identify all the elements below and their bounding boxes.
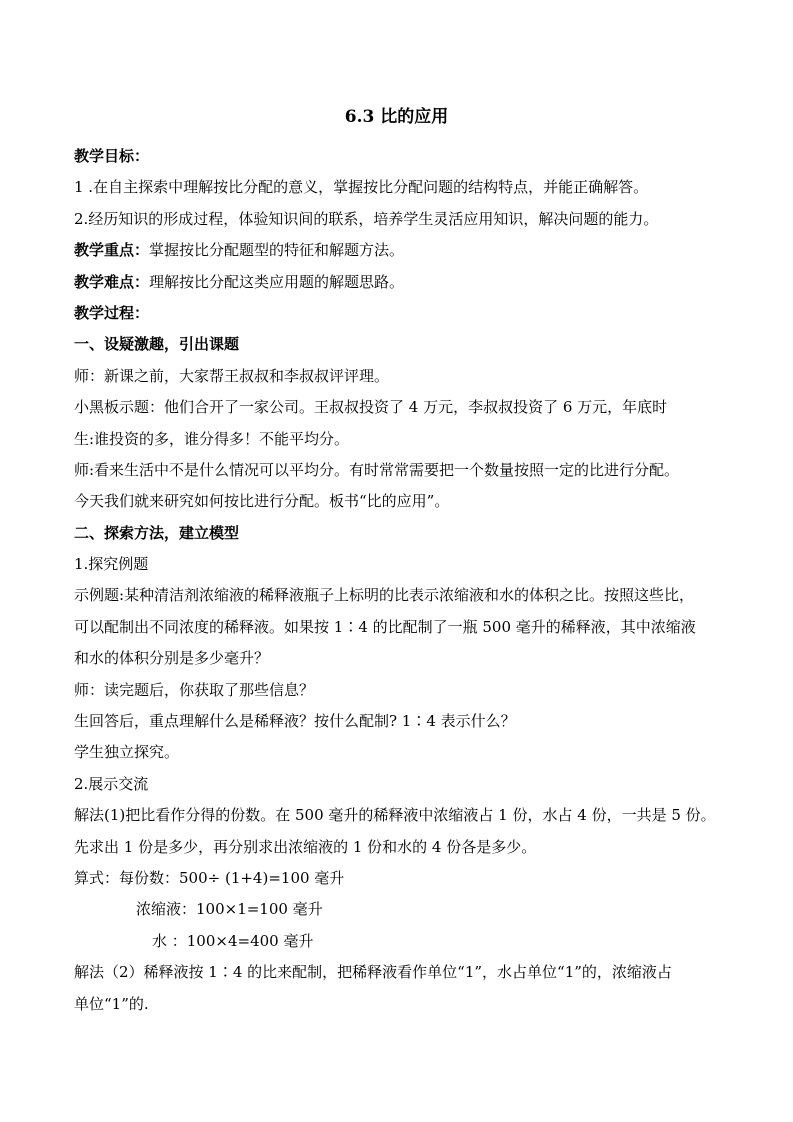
section-2-heading: 二、探索方法，建立模型 xyxy=(74,523,240,542)
subheading-show-exchange: 2.展示交流 xyxy=(74,774,149,793)
example-problem-line-3: 和水的体积分别是多少毫升？ xyxy=(74,649,270,668)
focus-line xyxy=(74,235,754,266)
solution-2-line-2: 单位“1”的. xyxy=(74,994,149,1013)
paragraph-independent-exploration: 学生独立探究。 xyxy=(74,743,180,762)
solution-1-line-1: 解法(1)把比看作分得的份数。在 500 毫升的稀释液中浓缩液占 1 份，水占 4 份，一共是 5 份。 xyxy=(74,806,716,825)
focus-label: 教学重点： xyxy=(74,241,150,260)
focus-text: 掌握按比分配题型的特征和解题方法。 xyxy=(149,241,405,260)
goals-heading: 教学目标： xyxy=(74,147,150,165)
solution-2-line-1: 解法（2）稀释液按 1∶4 的比来配制，把稀释液看作单位“1”，水占单位“1”的，浓缩液占 xyxy=(74,963,672,982)
difficulty-label: 教学难点： xyxy=(74,272,150,291)
paragraph-teacher-intro: 师：新课之前，大家帮王叔叔和李叔叔评评理。 xyxy=(74,366,390,385)
calculation-per-share: 算式：每份数：500÷ (1+4)=100 毫升 xyxy=(74,868,345,887)
difficulty-line xyxy=(74,267,754,298)
paragraph-student-answer: 生:谁投资的多，谁分得多！不能平均分。 xyxy=(74,429,350,448)
document-title: 6.3 比的应用 xyxy=(344,107,449,127)
goal-item-1: 1 .在自主探索中理解按比分配的意义，掌握按比分配问题的结构特点，并能正确解答。 xyxy=(74,178,649,197)
calculation-concentrate: 浓缩液：100×1=100 毫升 xyxy=(136,900,323,919)
example-problem-line-1: 示例题:某种清洁剂浓缩液的稀释液瓶子上标明的比表示浓缩液和水的体积之比。按照这些比， xyxy=(74,586,695,605)
difficulty-text: 理解按比分配这类应用题的解题思路。 xyxy=(149,272,405,291)
paragraph-blackboard-problem: 小黑板示题：他们合开了一家公司。王叔叔投资了 4 万元，李叔叔投资了 6 万元，年底时 xyxy=(74,398,668,417)
section-1-heading: 一、设疑激趣，引出课题 xyxy=(74,335,240,354)
goal-item-2: 2.经历知识的形成过程，体验知识间的联系，培养学生灵活应用知识，解决问题的能力。 xyxy=(74,209,659,228)
paragraph-teacher-summary-1: 师:看来生活中不是什么情况可以平均分。有时常常需要把一个数量按照一定的比进行分配。 xyxy=(74,460,680,479)
solution-1-line-2: 先求出 1 份是多少，再分别求出浓缩液的 1 份和水的 4 份各是多少。 xyxy=(74,837,537,856)
subheading-explore-example: 1.探究例题 xyxy=(74,555,149,574)
paragraph-teacher-question: 师：读完题后，你获取了那些信息？ xyxy=(74,680,315,699)
paragraph-student-reply: 生回答后，重点理解什么是稀释液？按什么配制? 1∶4 表示什么？ xyxy=(74,712,516,731)
document-body xyxy=(74,141,754,1020)
paragraph-teacher-summary-2: 今天我们就来研究如何按比进行分配。板书“比的应用”。 xyxy=(74,492,450,511)
calculation-water: 水 ：100×4=400 毫升 xyxy=(152,931,314,950)
process-heading: 教学过程： xyxy=(74,303,150,322)
example-problem-line-2: 可以配制出不同浓度的稀释液。如果按 1∶4 的比配制了一瓶 500 毫升的稀释液，其中浓缩液 xyxy=(74,617,696,636)
